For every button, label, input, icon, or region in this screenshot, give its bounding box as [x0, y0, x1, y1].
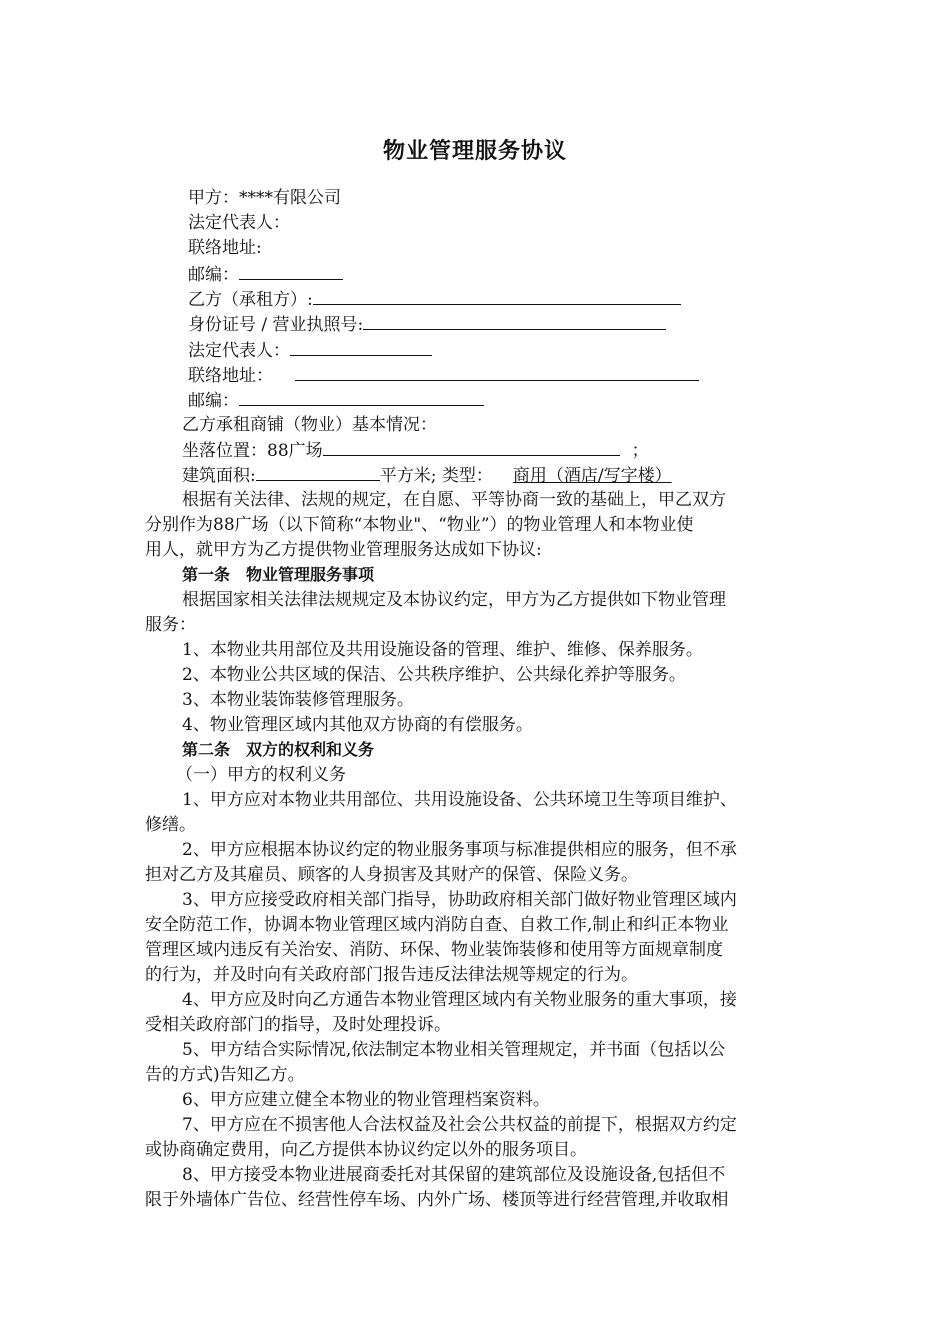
- article-1-line: 4、物业管理区域内其他双方协商的有偿服务。: [182, 715, 533, 735]
- party-b-rep-blank: [290, 338, 432, 356]
- article-2-line: 的行为，并及时向有关政府部门报告违反法律法规等规定的行为。: [145, 965, 638, 985]
- article-1-line: 1、本物业共用部位及共用设施设备的管理、维护、维修、保养服务。: [182, 640, 703, 660]
- party-b-zip-line: [188, 388, 484, 413]
- intro-line-1: 根据有关法律、法规的规定，在自愿、平等协商一致的基础上，甲乙双方: [182, 490, 726, 510]
- article-2-line: 1、甲方应对本物业共用部位、共用设施设备、公共环境卫生等项目维护、: [182, 790, 737, 810]
- party-a-rep: 法定代表人：: [188, 213, 290, 233]
- party-b-id-line: [188, 312, 666, 337]
- article-2-line: 5、甲方结合实际情况,依法制定本物业相关管理规定，并书面（包括以公: [182, 1040, 726, 1060]
- intro-line-3: 用人，就甲方为乙方提供物业管理服务达成如下协议:: [145, 540, 542, 560]
- party-b-zip-label: 邮编：: [188, 391, 239, 411]
- party-b-id-blank: [363, 312, 666, 330]
- document-title: 物业管理服务协议: [382, 139, 567, 164]
- party-b-line: [188, 287, 681, 312]
- article-2-line: 修缮。: [145, 815, 196, 835]
- party-b-label: 乙方（承租方）:: [188, 290, 313, 310]
- article-2-line: 安全防范工作，协调本物业管理区域内消防自查、自救工作,制止和纠正本物业: [145, 915, 729, 935]
- party-b-address-label: 联络地址：: [188, 366, 273, 386]
- article-2-line: 受相关政府部门的指导，及时处理投诉。: [145, 1015, 451, 1035]
- party-a-name: ****有限公司: [239, 188, 341, 208]
- property-location-label: 坐落位置：88广场: [182, 441, 323, 461]
- party-a-address: 联络地址:: [188, 238, 262, 258]
- property-area-blank: [256, 463, 380, 481]
- article-1-heading: 第一条 物业管理服务事项: [182, 565, 375, 584]
- article-2-heading: 第二条 双方的权利和义务: [182, 740, 375, 759]
- article-2-subheading: （一）甲方的权利义务: [176, 765, 346, 785]
- article-2-line: 告的方式)告知乙方。: [145, 1065, 305, 1085]
- party-b-zip-blank: [239, 388, 484, 406]
- article-2-line: 8、甲方接受本物业进展商委托对其保留的建筑部位及设施设备,包括但不: [182, 1165, 726, 1185]
- article-2-line: 管理区域内违反有关治安、消防、环保、物业装饰装修和使用等方面规章制度: [145, 940, 723, 960]
- article-2-line: 或协商确定费用，向乙方提供本协议约定以外的服务项目。: [145, 1140, 587, 1160]
- party-b-address-line: [188, 363, 699, 388]
- article-2-line: 2、甲方应根据本协议约定的物业服务事项与标准提供相应的服务，但不承: [182, 840, 737, 860]
- article-2-line: 7、甲方应在不损害他人合法权益及社会公共权益的前提下，根据双方约定: [182, 1115, 737, 1135]
- party-a-zip-blank: [239, 262, 343, 280]
- party-a-label: 甲方：: [188, 188, 239, 208]
- party-a-zip-line: [188, 262, 343, 287]
- intro-line-2: 分别作为88广场（以下简称“本物业"、“物业”）的物业管理人和本物业使: [145, 515, 694, 535]
- property-heading: 乙方承租商铺（物业）基本情况：: [182, 415, 437, 435]
- property-area-unit: 平方米; 类型：: [379, 466, 493, 486]
- article-2-line: 6、甲方应建立健全本物业的物业管理档案资料。: [182, 1090, 550, 1110]
- party-a-zip-label: 邮编：: [188, 265, 239, 285]
- article-1-line: 根据国家相关法律法规规定及本协议约定，甲方为乙方提供如下物业管理: [182, 590, 726, 610]
- property-location-line: [182, 438, 649, 463]
- article-2-line: 担对乙方及其雇员、顾客的人身损害及其财产的保管、保险义务。: [145, 865, 638, 885]
- property-location-end: ；: [631, 441, 649, 461]
- article-1-line: 3、本物业装饰装修管理服务。: [182, 690, 414, 710]
- party-b-id-label: 身份证号 / 营业执照号:: [188, 315, 364, 335]
- article-1-line: 2、本物业公共区域的保洁、公共秩序维护、公共绿化养护等服务。: [182, 665, 686, 685]
- property-location-blank: [323, 438, 620, 456]
- article-1-line: 服务：: [145, 615, 196, 635]
- property-area-label: 建筑面积:: [182, 466, 256, 486]
- party-b-rep-label: 法定代表人：: [188, 341, 290, 361]
- article-2-line: 3、甲方应接受政府相关部门指导，协助政府相关部门做好物业管理区域内: [182, 890, 737, 910]
- party-b-address-blank: [295, 363, 699, 381]
- property-area-line: [182, 463, 718, 488]
- party-a-line: [188, 186, 341, 210]
- party-b-blank: [313, 287, 681, 305]
- party-b-rep-line: [188, 338, 432, 363]
- article-2-line: 限于外墙体广告位、经营性停车场、内外广场、楼顶等进行经营管理,并收取相: [145, 1190, 729, 1210]
- property-type-value: 商用（酒店/写字楼）: [512, 466, 672, 486]
- article-2-line: 4、甲方应及时向乙方通告本物业管理区域内有关物业服务的重大事项，接: [182, 990, 737, 1010]
